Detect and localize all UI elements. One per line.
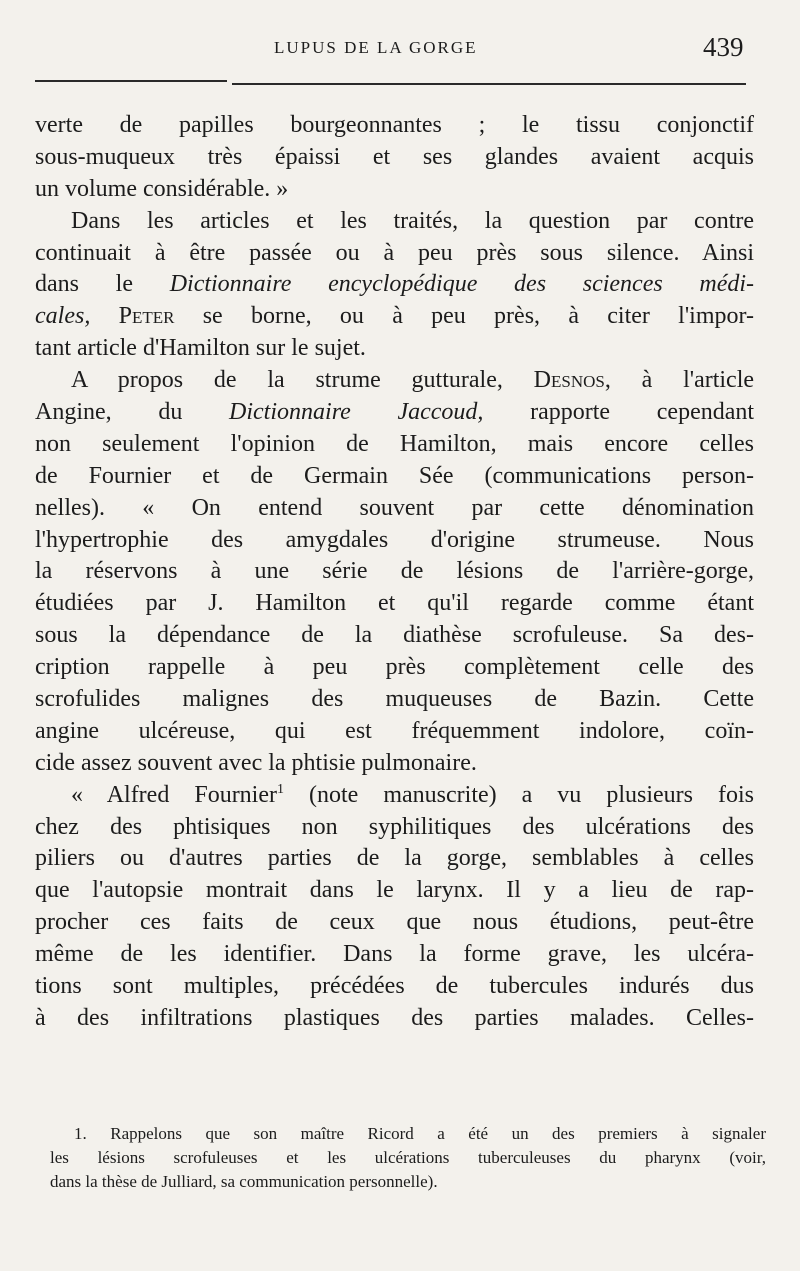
text-line: sous-muqueux très épaissi et ses glandes avaient acquis [35,143,754,170]
footnote-line: dans la thèse de Julliard, sa communication personnelle). [50,1172,438,1191]
text-line: continuait à être passée ou à peu près sous silence. Ainsi [35,239,754,266]
text-line: un volume considérable. » [35,175,289,202]
text-line: dans le Dictionnaire encyclopédique des sciences médi- [35,271,755,298]
header-rule-left [35,80,227,82]
footnote-block [50,1122,766,1194]
paragraph-start-line: « Alfred Fournier$^1$ (note manuscrite) a vu plusieurs fois [71,781,754,808]
text-line: scrofulides malignes des muqueuses de Bazin. Cette [35,686,754,713]
running-head [0,30,800,70]
text-line: piliers ou d'autres parties de la gorge, semblables à celles [35,845,754,872]
text-line: la réservons à une série de lésions de l'arrière-gorge, [35,558,754,585]
footnote-line: les lésions scrofuleuses et les ulcérations tuberculeuses du pharynx (voir, [50,1148,766,1167]
text-line: nelles). « On entend souvent par cette dénomination [35,494,754,521]
italic-title: cales, [35,303,91,330]
paragraph-start-line: Dans les articles et les traités, la question par contre [71,207,754,234]
text-line: procher ces faits de ceux que nous étudions, peut-être [35,909,754,936]
text-line: non seulement l'opinion de Hamilton, mais encore celles [35,430,754,457]
body-text [35,110,754,1035]
author-name: Desnos, [533,367,611,394]
text-line: cide assez souvent avec la phtisie pulmonaire. [35,749,477,776]
text-line: sous la dépendance de la diathèse scrofuleuse. Sa des- [35,622,754,649]
text-line: tions sont multiples, précédées de tubercules indurés dus [35,973,754,1000]
text-line: Angine, du Dictionnaire Jaccoud, rapporte cependant [35,399,755,426]
text-line: cription rappelle à peu près complètement celle des [35,654,754,681]
text-line: cales, Peter se borne, ou à peu près, à citer l'impor- [35,303,754,330]
text-line: que l'autopsie montrait dans le larynx. Il y a lieu de rap- [35,877,754,904]
text-line: tant article d'Hamilton sur le sujet. [35,335,366,362]
text-line: chez des phtisiques non syphilitiques des ulcérations des [35,813,754,840]
text-line: même de les identifier. Dans la forme grave, les ulcéra- [35,941,754,968]
text-line: à des infiltrations plastiques des parties malades. Celles- [35,1004,754,1031]
footnote-line: 1. Rappelons que son maître Ricord a été un des premiers à signaler [74,1124,766,1143]
text-line: angine ulcéreuse, qui est fréquemment indolore, coïn- [35,717,754,744]
italic-title: Dictionnaire Jaccoud, [229,399,484,426]
author-name: Peter [118,303,175,330]
text-line: de Fournier et de Germain Sée (communications person- [35,462,754,489]
header-rule-right [232,83,746,85]
text-line: l'hypertrophie des amygdales d'origine strumeuse. Nous [35,526,754,553]
italic-title: Dictionnaire encyclopédique des sciences médi- [169,271,755,298]
page-number: 439 [703,32,744,62]
text-line: verte de papilles bourgeonnantes ; le tissu conjonctif [35,112,754,138]
running-title: LUPUS DE LA GORGE [274,38,478,57]
paragraph-start-line: A propos de la strume gutturale, Desnos, à l'article [71,367,755,394]
text-line: étudiées par J. Hamilton et qu'il regarde comme étant [35,590,754,617]
footnote-marker: 1 [277,781,284,797]
